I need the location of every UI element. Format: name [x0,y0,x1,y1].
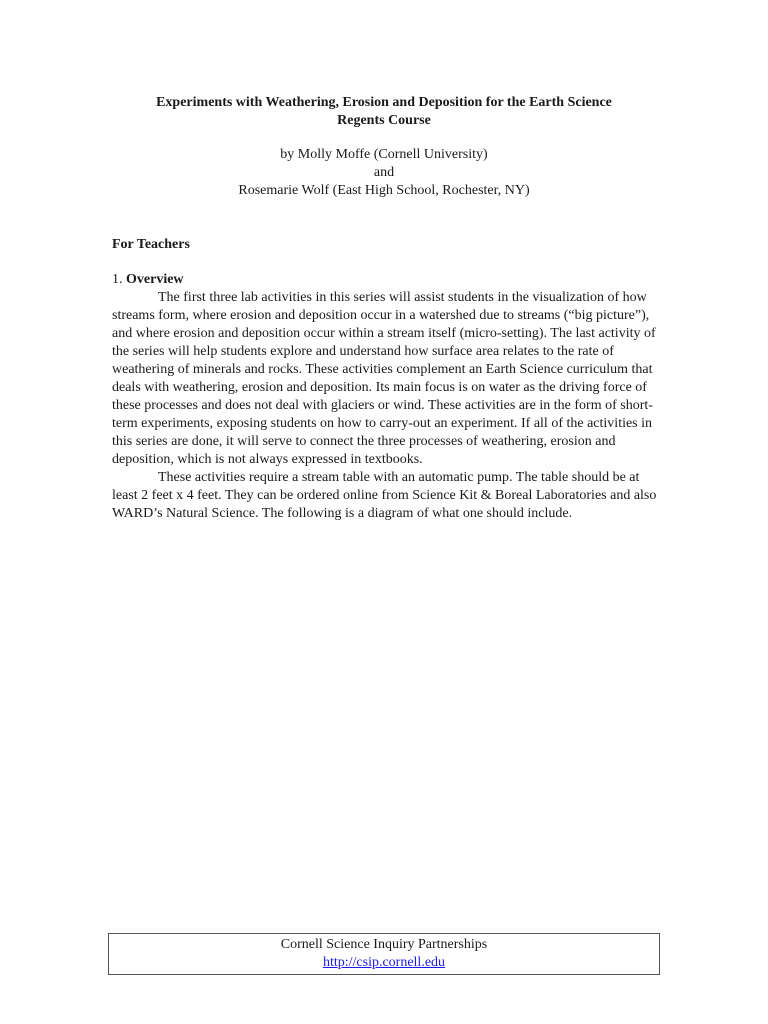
overview-title: Overview [126,272,184,287]
author-conjunction: and [373,165,395,180]
document-title [100,94,668,130]
paragraph-2: These activities require a stream table with an automatic pump. The table should be at least 2 feet x 4 feet. They can be ordered online from Science Kit & Boreal Laboratories and also WARD’s Natural Science. The following is a diagram of what one should include. [112,470,657,521]
section-heading: For Teachers [112,237,190,252]
paragraph-1: The first three lab activities in this series will assist students in the visualization of how streams form, where erosion and deposition occur in a watershed due to streams (“big picture”), and where erosion and deposition occur within a stream itself (micro-setting). The last activity of the series will help students explore and understand how surface area relates to the rate of weathering of minerals and rocks. These activities complement an Earth Science curriculum that deals with weathering, erosion and deposition. Its main focus is on water as the driving force of these processes and does not deal with glaciers or wind. These activities are in the form of short-term experiments, exposing students on how to carry-out an experiment. If all of the activities in this series are done, it will serve to connect the three processes of weathering, erosion and deposition, which is not always expressed in textbooks. [112,290,656,467]
overview-body [112,289,660,523]
overview-number: 1. [112,272,126,287]
footer-link[interactable]: http://csip.cornell.edu [322,955,446,970]
author-block [100,146,668,200]
author-line-1: by Molly Moffe (Cornell University) [280,147,488,162]
footer-organization: Cornell Science Inquiry Partnerships [280,937,488,952]
title-line-1: Experiments with Weathering, Erosion and Deposition for the Earth Science [156,95,612,110]
footer-box [108,933,660,975]
author-line-2: Rosemarie Wolf (East High School, Rochester, NY) [238,183,530,198]
overview-heading [112,271,184,289]
title-line-2: Regents Course [337,113,431,128]
